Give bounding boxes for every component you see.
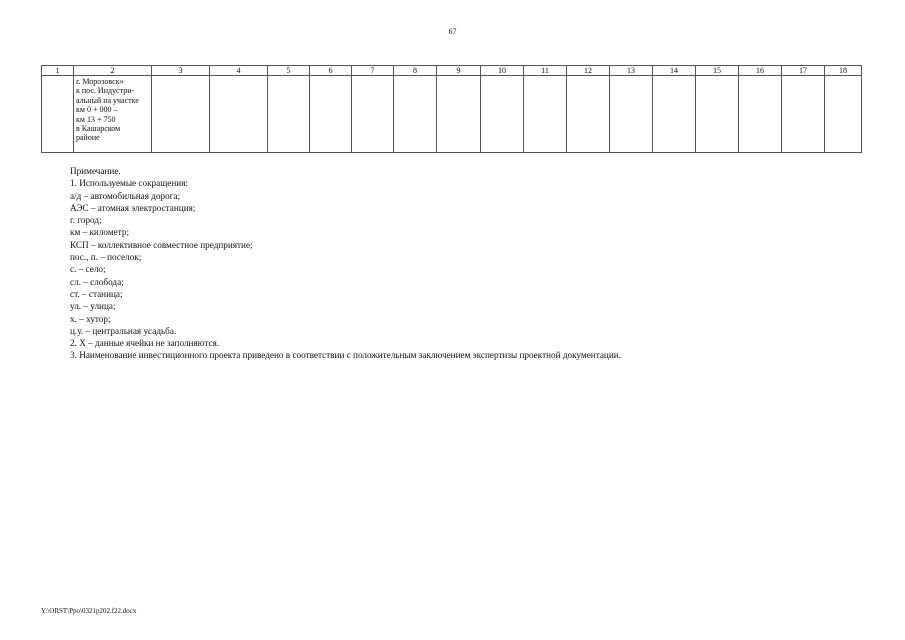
column-number: 14 [653,66,696,76]
table-cell [610,76,653,153]
column-number: 6 [310,66,352,76]
column-number: 9 [437,66,481,76]
column-number: 5 [268,66,310,76]
column-number: 7 [352,66,394,76]
table-cell [696,76,739,153]
note-line: с. – село; [70,264,106,275]
file-path-footer: Y:\ORST\Ppo\0321p202.f22.docx [41,607,137,615]
column-number: 18 [825,66,862,76]
column-number: 12 [567,66,610,76]
project-name-line: к пос. Индустри- [76,86,135,96]
table-cell [152,76,210,153]
column-number: 16 [739,66,782,76]
column-number: 17 [782,66,825,76]
table-cell [567,76,610,153]
note-line: ст. – станица; [70,288,123,299]
table-cell [352,76,394,153]
data-table [41,65,862,153]
table-cell [42,76,74,153]
table-cell [310,76,352,153]
project-name-line: альный на участке [76,95,139,105]
note-title: Примечание. [70,166,121,176]
note-line: КСП – коллективное совместное предприятие; [70,239,253,250]
note-block [70,165,621,362]
column-number: 4 [210,66,268,76]
column-number: 8 [394,66,437,76]
table-cell [739,76,782,153]
note-line: ц.у. – центральная усадьба. [70,325,177,336]
note-line: ул. – улица; [70,301,116,312]
note-line: х. – хутор; [70,313,111,324]
table-row [42,76,862,153]
table-cell [394,76,437,153]
table-cell [782,76,825,153]
table-cell [210,76,268,153]
table-cell [524,76,567,153]
project-name-line: км 13 + 750 [76,114,116,124]
column-number: 13 [610,66,653,76]
note-line: АЭС – атомная электростанция; [70,202,196,213]
table-cell [437,76,481,153]
note-line: а/д – автомобильная дорога; [70,190,181,201]
note-line: км – километр; [70,227,130,238]
note-line: 2. Х – данные ячейки не заполняются. [70,338,220,349]
note-line: пос., п. – поселок; [70,252,142,263]
column-number: 2 [74,66,152,76]
column-number: 3 [152,66,210,76]
note-line: 3. Наименование инвестиционного проекта приведено в соответствии с положительным заключением экспертизы проектной документации. [70,350,621,361]
column-number: 15 [696,66,739,76]
project-name-cell [74,76,152,153]
note-line: 1. Используемые сокращения: [70,178,188,189]
table-cell [825,76,862,153]
project-name-line: г. Морозовск» [76,77,124,86]
note-line: сл. – слобода; [70,276,124,287]
column-number: 11 [524,66,567,76]
page-number: 67 [448,27,457,36]
project-name-line: районе [76,133,100,143]
table-cell [268,76,310,153]
column-number: 10 [481,66,524,76]
project-name-line: в Кашарском [76,124,121,134]
table-cell [653,76,696,153]
column-number: 1 [42,66,74,76]
project-name-line: км 0 + 000 – [76,105,118,115]
note-line: г. город; [70,215,102,226]
column-number-row [42,66,862,76]
table-cell [481,76,524,153]
